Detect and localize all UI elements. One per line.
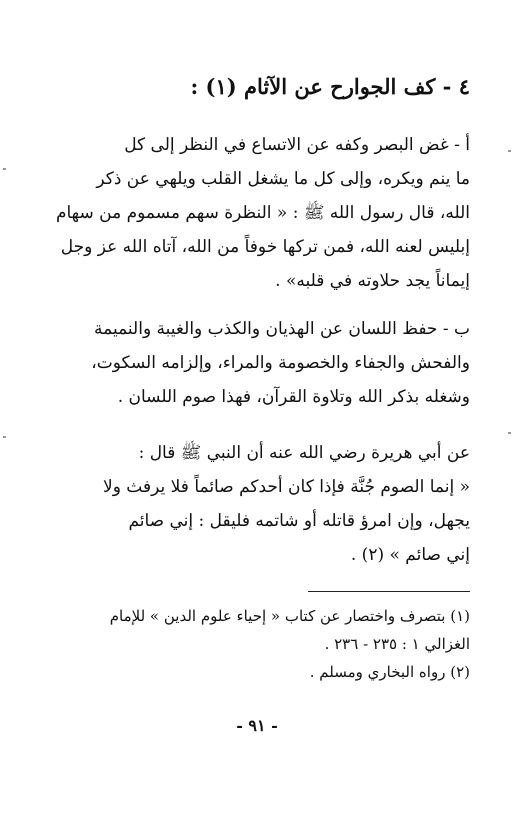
text-line: إيماناً يجد حلاوته في قلبه» .: [275, 271, 470, 291]
page-number: - ٩١ -: [236, 716, 278, 735]
text-line: إبليس لعنه الله، فمن تركها خوفاً من الله، آتاه الله عز وجل: [60, 237, 470, 257]
text-line: ما ينم ويكره، وإلى كل ما يشغل القلب ويلهي عن ذكر: [96, 169, 470, 189]
margin-mark: [3, 168, 6, 170]
margin-mark: [508, 432, 511, 434]
text-line: « إنما الصوم جُنَّة فإذا كان أحدكم صائماً فلا يرفث ولا: [103, 477, 470, 497]
footnote-line: (١) بتصرف واختصار عن كتاب « إحياء علوم الدين » للإمام: [109, 607, 470, 625]
text-line: عن أبي هريرة رضي الله عنه أن النبي ﷺ قال :: [138, 443, 470, 463]
text-line: إني صائم » (٢) .: [350, 545, 470, 565]
text-line: الله، قال رسول الله ﷺ : « النظرة سهم مسموم من سهام: [55, 203, 470, 223]
paragraph-guard-tongue: [46, 312, 470, 414]
text-line: وشغله بذكر الله وتلاوة القرآن، فهذا صوم اللسان .: [117, 387, 470, 407]
footnote-divider: [308, 591, 470, 592]
text-line: والفحش والجفاء والخصومة والمراء، وإلزامه السكوت،: [91, 353, 470, 373]
footnote-line: (٢) رواه البخاري ومسلم .: [309, 663, 470, 681]
text-line: يجهل، وإن امرؤ قاتله أو شاتمه فليقل : إني صائم: [128, 511, 470, 531]
margin-mark: [3, 436, 6, 438]
paragraph-hadith: [46, 436, 470, 572]
footnote-line: الغزالي ١ : ٢٣٥ - ٢٣٦ .: [324, 635, 470, 653]
margin-mark: [508, 150, 511, 152]
text-line: أ - غض البصر وكفه عن الاتساع في النظر إلى كل: [124, 135, 470, 155]
section-heading: ٤ - كف الجوارح عن الآثام (١) :: [190, 74, 470, 99]
text-line: ب - حفظ اللسان عن الهذيان والكذب والغيبة والنميمة: [94, 319, 470, 339]
footnotes: [46, 602, 470, 686]
paragraph-guard-sight: [46, 128, 470, 298]
